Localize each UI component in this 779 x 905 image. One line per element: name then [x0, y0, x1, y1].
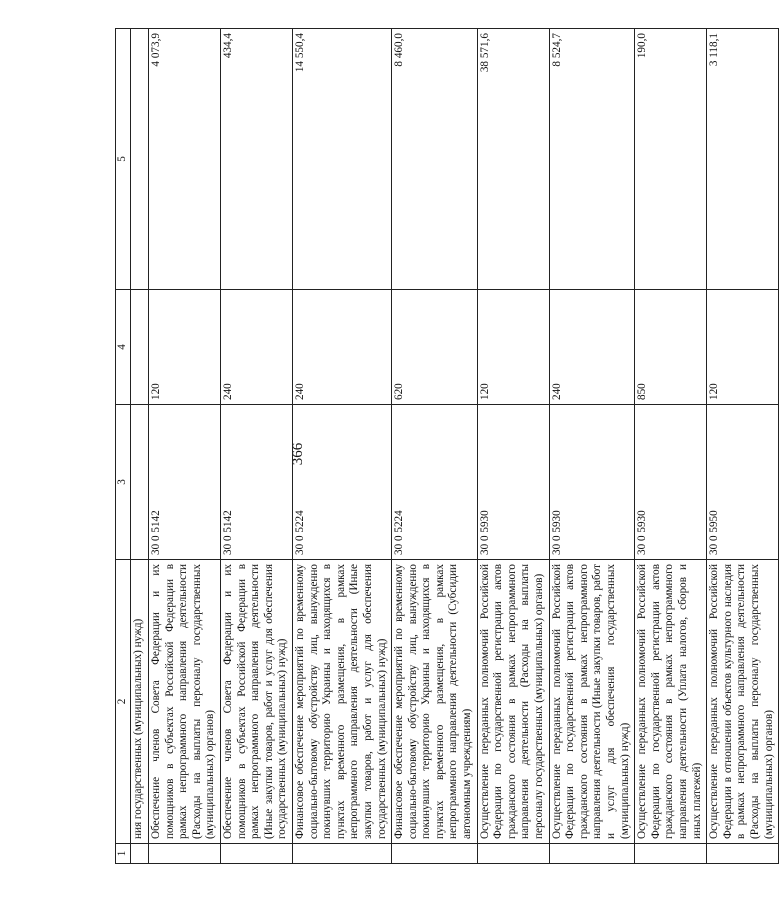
row-number-cell: [149, 844, 221, 864]
row-description: Финансовое обеспечение мероприятий по временному социально-бытовому обустройству лиц, вынужденно покинувших территорию Украины и находящихся в пунктах временного размещения, в рамках непрограммного направления деятельности (Субсидии автономным учреждениям): [392, 560, 478, 844]
row-description: Финансовое обеспечение мероприятий по временному социально-бытовому обустройству лиц, вынужденно покинувших территорию Украины и находящихся в пунктах временного размещения, в рамках непрограммного направления деятельности (Иные закупки товаров, работ и услуг для обеспечения государственных (муниципальных) нужд): [292, 560, 391, 844]
header-col-5: 5: [116, 29, 131, 290]
row-description: Осуществление переданных полномочий Российской Федерации в отношении объектов культурного наследия в рамках непрограммного направления деятельности (Расходы на выплаты персоналу государственных (муниципальных) органов): [707, 560, 779, 844]
row-description: Обеспечение членов Совета Федерации и их помощников в субъектах Российской Федерации в рамках непрограммного направления деятельности (Иные закупки товаров, работ и услуг для обеспечения государственных (муниципальных) нужд): [220, 560, 292, 844]
row-vr: 120: [477, 290, 549, 405]
row-number-cell: [392, 844, 478, 864]
row-number-cell: [220, 844, 292, 864]
row-number-cell: [549, 844, 635, 864]
row-vr: 120: [149, 290, 221, 405]
row-code: 30 0 5930: [477, 405, 549, 560]
row-description: Осуществление переданных полномочий Российской Федерации по государственной регистрации актов гражданского состояния в рамках непрограммного направления деятельности (Уплата налогов, сборов и иных платежей): [635, 560, 707, 844]
row-description: Обеспечение членов Совета Федерации и их помощников в субъектах Российской Федерации в рамках непрограммного направления деятельности (Расходы на выплаты персоналу государственных (муниципальных) органов): [149, 560, 221, 844]
row-vr: 240: [220, 290, 292, 405]
row-number-cell: [707, 844, 779, 864]
row-vr: 240: [549, 290, 635, 405]
header-col-2: 2: [116, 560, 131, 844]
row-amount: 38 571,6: [477, 29, 549, 290]
row-description: Осуществление переданных полномочий Российской Федерации по государственной регистрации актов гражданского состояния в рамках непрограммного направления деятельности (Расходы на выплаты персоналу государственных (муниципальных) органов): [477, 560, 549, 844]
row-number-cell: [131, 844, 149, 864]
row-code: 30 0 5930: [635, 405, 707, 560]
row-code: 30 0 5142: [149, 405, 221, 560]
row-code: 30 0 5224: [292, 405, 391, 560]
vr-cell: [131, 290, 149, 405]
row-amount: 3 118,1: [707, 29, 779, 290]
row-code: 30 0 5950: [707, 405, 779, 560]
row-code: 30 0 5224: [392, 405, 478, 560]
table-row: [220, 29, 292, 864]
page-number: 366: [290, 442, 306, 466]
header-col-1: 1: [116, 844, 131, 864]
row-description: Осуществление переданных полномочий Российской Федерации по государственной регистрации актов гражданского состояния в рамках непрограммного направления деятельности (Иные закупки товаров, работ и услуг для обеспечения государственных (муниципальных) нужд): [549, 560, 635, 844]
continuation-row: [131, 29, 149, 864]
amount-cell: [131, 29, 149, 290]
table-row: [707, 29, 779, 864]
budget-table-body: [116, 29, 779, 864]
row-vr: 240: [292, 290, 391, 405]
table-row: [477, 29, 549, 864]
header-col-3: 3: [116, 405, 131, 560]
row-amount: 190,0: [635, 29, 707, 290]
continuation-text: ния государственных (муниципальных) нужд): [131, 560, 149, 844]
table-row: [549, 29, 635, 864]
header-col-4: 4: [116, 290, 131, 405]
row-number-cell: [635, 844, 707, 864]
row-amount: 14 550,4: [292, 29, 391, 290]
row-vr: 620: [392, 290, 478, 405]
row-amount: 434,4: [220, 29, 292, 290]
table-row: [392, 29, 478, 864]
row-amount: 4 073,9: [149, 29, 221, 290]
row-amount: 8 460,0: [392, 29, 478, 290]
row-vr: 850: [635, 290, 707, 405]
code-cell: [131, 405, 149, 560]
row-number-cell: [477, 844, 549, 864]
row-code: 30 0 5142: [220, 405, 292, 560]
row-vr: 120: [707, 290, 779, 405]
table-header-row: [116, 29, 131, 864]
row-code: 30 0 5930: [549, 405, 635, 560]
table-row: [292, 29, 391, 864]
table-row: [149, 29, 221, 864]
table-row: [635, 29, 707, 864]
row-amount: 8 524,7: [549, 29, 635, 290]
budget-table-sheet: [115, 29, 775, 864]
row-number-cell: [292, 844, 391, 864]
budget-table: [115, 28, 779, 864]
